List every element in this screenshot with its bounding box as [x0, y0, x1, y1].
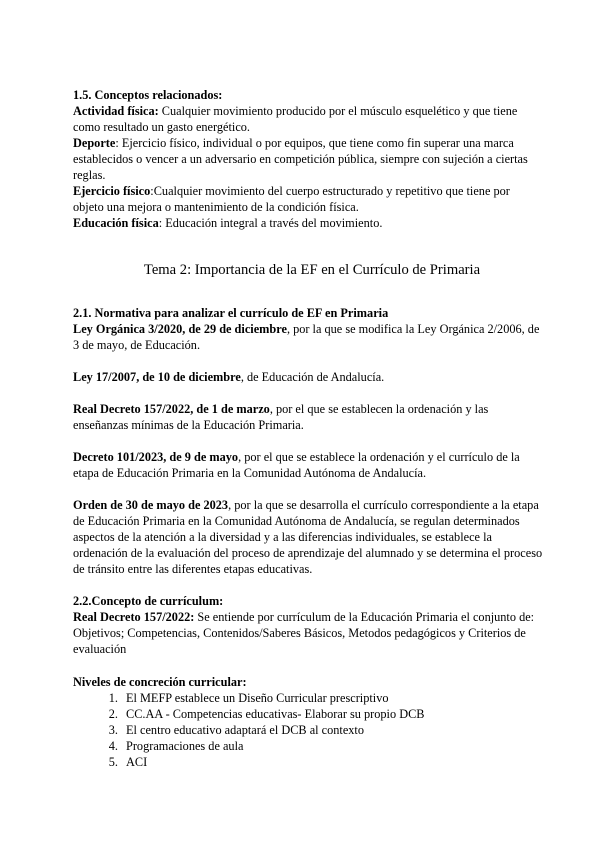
niveles-list	[73, 690, 543, 770]
curriculum-definition: Real Decreto 157/2022: Se entiende por currículum de la Educación Primaria el conjunto de: Objetivos; Competencias, Contenidos/Saberes Básicos, Metodos pedagógicos y Criterios de evaluación	[73, 610, 535, 656]
list-item: 4. Programaciones de aula	[121, 738, 543, 754]
law-decreto-101: Decreto 101/2023, de 9 de mayo, por el que se establece la ordenación y el currículo de la etapa de Educación Primaria en la Comunidad Autónoma de Andalucía.	[73, 450, 520, 480]
definition-ejercicio-fisico: Ejercicio físico:Cualquier movimiento del cuerpo estructurado y repetitivo que tiene por objeto una mejora o mantenimiento de la condición física.	[73, 184, 510, 214]
law-orden: Orden de 30 de mayo de 2023, por la que se desarrolla el currículo correspondiente a la etapa de Educación Primaria en la Comunidad Autónoma de Andalucía, se regulan determinados aspectos de la atención a la diversidad y a las diferencias individuales, se establece la ordenación de la evaluación del proceso de aprendizaje del alumnado y se determina el proceso de tránsito entre las diferentes etapas educativas.	[73, 498, 543, 576]
tema-2-title: Tema 2: Importancia de la EF en el Currículo de Primaria	[143, 262, 481, 278]
law-real-decreto: Real Decreto 157/2022, de 1 de marzo, por el que se establecen la ordenación y las enseñanzas mínimas de la Educación Primaria.	[73, 402, 489, 432]
section-2-1-heading: 2.1. Normativa para analizar el currículo de EF en Primaria	[73, 306, 389, 320]
document-content	[73, 87, 543, 770]
list-item: 2. CC.AA - Competencias educativas- Elaborar su propio DCB	[121, 706, 543, 722]
list-item: 1. El MEFP establece un Diseño Curricular prescriptivo	[121, 690, 543, 706]
niveles-heading: Niveles de concreción curricular:	[73, 675, 247, 689]
list-item: 3. El centro educativo adaptará el DCB al contexto	[121, 722, 543, 738]
list-item: 5. ACI	[121, 754, 543, 770]
definition-educacion-fisica: Educación física: Educación integral a través del movimiento.	[73, 216, 383, 230]
section-1-5-heading: 1.5. Conceptos relacionados:	[73, 88, 223, 102]
definition-deporte: Deporte: Ejercicio físico, individual o por equipos, que tiene como fin superar una marca establecidos o vencer a un adversario en competición pública, siempre con sujeción a ciertas reglas.	[73, 136, 528, 182]
law-lomloe: Ley Orgánica 3/2020, de 29 de diciembre, por la que se modifica la Ley Orgánica 2/2006, de 3 de mayo, de Educación.	[73, 322, 540, 352]
law-lea: Ley 17/2007, de 10 de diciembre, de Educación de Andalucía.	[73, 370, 385, 384]
definition-actividad-fisica: Actividad física: Cualquier movimiento producido por el músculo esquelético y que tiene como resultado un gasto energético.	[73, 104, 518, 134]
section-2-2-heading: 2.2.Concepto de currículum:	[73, 594, 224, 608]
